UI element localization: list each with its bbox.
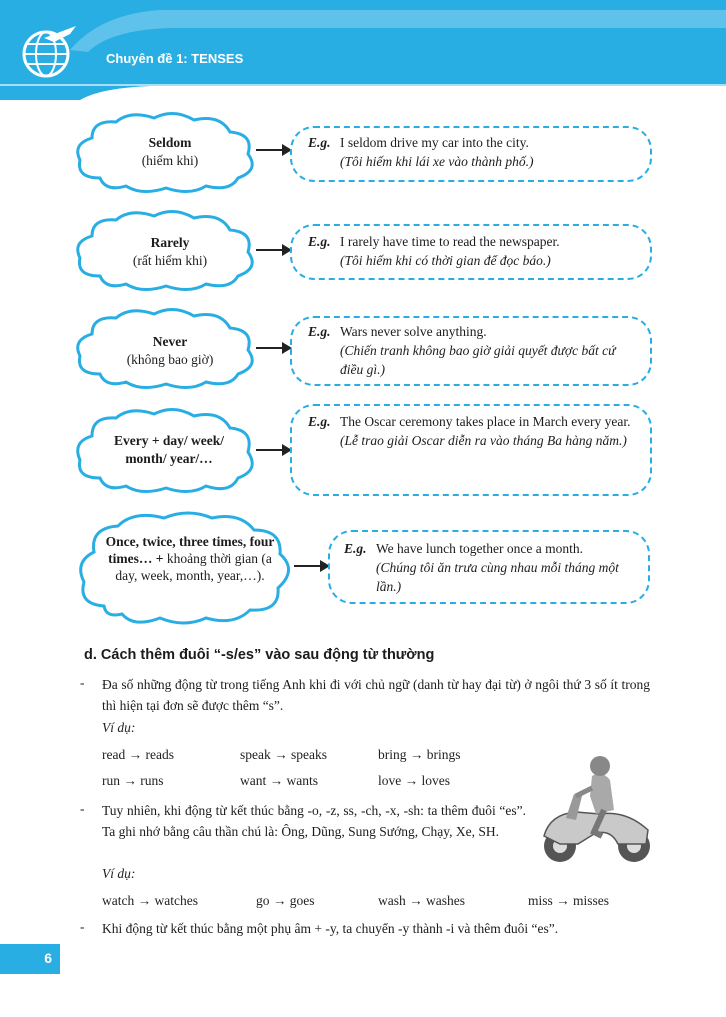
example-every <box>308 412 638 450</box>
verb-example: watch → watches <box>102 893 198 908</box>
cloud-keyword: Never <box>152 334 188 349</box>
verb-example: wash → washes <box>378 893 465 908</box>
cloud-keyword: Rarely <box>150 235 190 250</box>
header-band <box>0 0 726 100</box>
chapter-title: Chuyên đề 1: TENSES <box>106 51 244 66</box>
cloud-seldom <box>90 134 250 170</box>
arrow-right-icon <box>292 556 332 576</box>
example-translation: (Chiến tranh không bao giờ giải quyết được bất cứ điều gì.) <box>340 343 616 377</box>
example-seldom <box>308 133 638 171</box>
example-label: Ví dụ: <box>102 866 136 881</box>
section-heading: d. Cách thêm đuôi “-s/es” vào sau động từ thường <box>84 647 435 663</box>
eg-label: E.g. <box>308 234 331 249</box>
example-sentence: I seldom drive my car into the city. <box>340 135 529 150</box>
arrow-right-icon <box>254 440 294 460</box>
example-never <box>308 322 628 379</box>
eg-label: E.g. <box>308 135 331 150</box>
cloud-once-twice <box>104 533 276 584</box>
example-once <box>344 539 640 596</box>
bullet-dash: - <box>80 675 85 690</box>
cloud-keyword: Seldom <box>148 135 192 150</box>
example-sentence: I rarely have time to read the newspaper. <box>340 234 560 249</box>
example-sentence: We have lunch together once a month. <box>376 541 583 556</box>
verb-example: want → wants <box>240 773 318 788</box>
eg-label: E.g. <box>344 541 367 556</box>
cloud-meaning: (hiếm khi) <box>141 153 199 168</box>
cloud-every <box>96 432 242 468</box>
cloud-keyword: Every + day/ week/ month/ year/… <box>113 433 225 466</box>
paragraph-rule-3: Khi động từ kết thúc bằng một phụ âm + -y, ta chuyển -y thành -i và thêm đuôi “es”. <box>102 921 559 936</box>
example-translation: (Chúng tôi ăn trưa cùng nhau mỗi tháng một lần.) <box>376 560 619 594</box>
eg-label: E.g. <box>308 414 331 429</box>
example-sentence: The Oscar ceremony takes place in March every year. <box>340 414 631 429</box>
bullet-dash: - <box>80 919 85 934</box>
cloud-keyword: Once, twice, three times, four times… + <box>105 534 275 566</box>
cloud-meaning: (không bao giờ) <box>126 352 214 367</box>
cloud-meaning: (rất hiếm khi) <box>132 253 208 268</box>
paragraph-rule-1: Đa số những động từ trong tiếng Anh khi đi với chủ ngữ (danh từ hay đại từ) ở ngôi thứ 3 số ít trong thì hiện tại đơn sẽ được thêm “s”. <box>102 677 650 713</box>
verb-example: go → goes <box>256 893 315 908</box>
example-rarely <box>308 232 638 270</box>
page-number: 6 <box>44 950 52 966</box>
arrow-right-icon <box>254 140 294 160</box>
verb-example: speak → speaks <box>240 747 327 762</box>
example-translation: (Tôi hiếm khi lái xe vào thành phố.) <box>340 154 534 169</box>
globe-plane-icon <box>14 20 80 86</box>
paragraph-rule-2: Tuy nhiên, khi động từ kết thúc bằng -o, -z, ss, -ch, -x, -sh: ta thêm đuôi “es”. Ta ghi nhớ bằng câu thần chú là: Ông, Dũng, Sung Sướng, Chạy, Xe, SH. <box>102 803 526 839</box>
cloud-rarely <box>90 234 250 270</box>
motorbike-rider-illustration <box>530 752 654 868</box>
verb-example: run → runs <box>102 773 164 788</box>
verb-example: love → loves <box>378 773 450 788</box>
cloud-meaning: khoảng thời gian (a day, week, month, year,…). <box>115 551 272 583</box>
arrow-right-icon <box>254 240 294 260</box>
verb-example: read → reads <box>102 747 174 762</box>
arrow-right-icon <box>254 338 294 358</box>
verb-example: bring → brings <box>378 747 461 762</box>
example-label: Ví dụ: <box>102 720 136 735</box>
bullet-dash: - <box>80 801 85 816</box>
cloud-never <box>90 333 250 369</box>
verb-example: miss → misses <box>528 893 610 908</box>
example-sentence: Wars never solve anything. <box>340 324 487 339</box>
eg-label: E.g. <box>308 324 331 339</box>
page-number-tab <box>0 944 60 974</box>
example-translation: (Lễ trao giải Oscar diễn ra vào tháng Ba hàng năm.) <box>340 433 627 448</box>
example-translation: (Tôi hiếm khi có thời gian để đọc báo.) <box>340 253 551 268</box>
